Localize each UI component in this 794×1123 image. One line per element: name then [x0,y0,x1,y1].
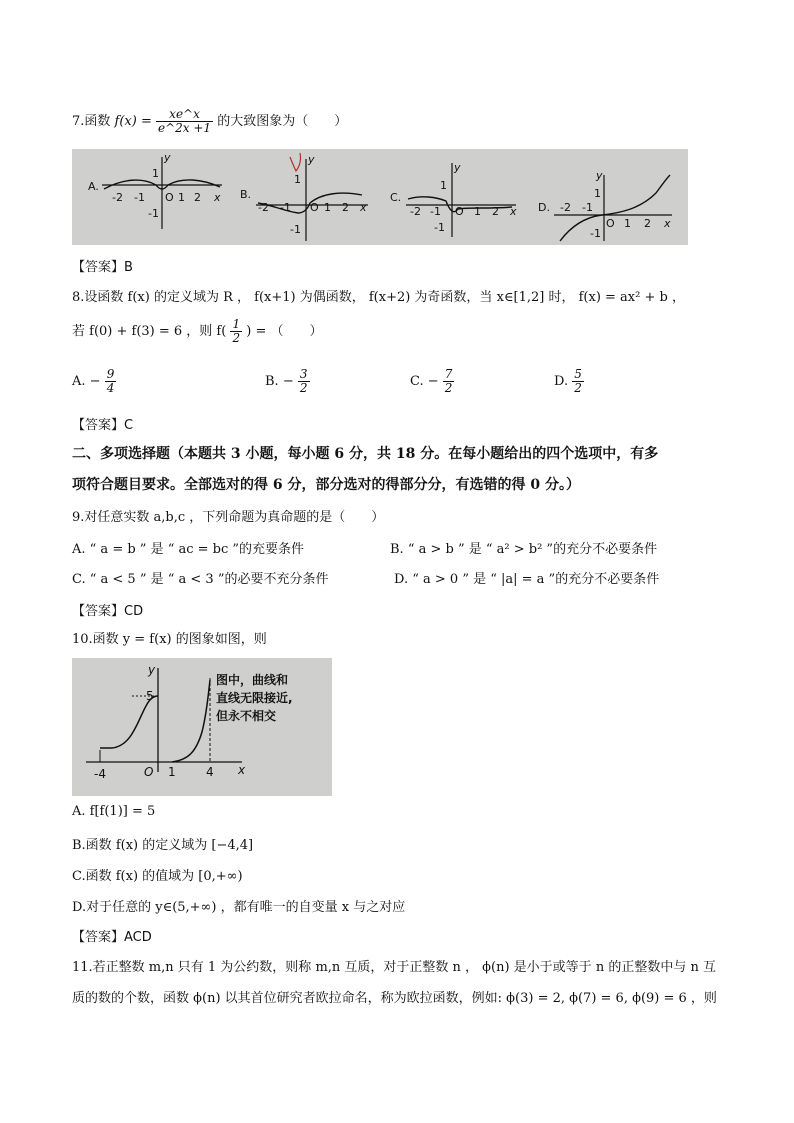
q8-opt-num: 3 [299,367,308,381]
q7-numerator: xe^x [156,108,213,122]
q10-note-line: 图中，曲线和 [216,673,289,687]
q7-d-tick: O [606,217,615,230]
q7-a-y1: 1 [152,167,159,180]
section2-heading-line2: 项符合题目要求。全部选对的得 6 分，部分选对的得部分分，有选错的得 0 分。） [72,477,580,493]
q7-b-x-label: x [360,201,367,214]
q7-opt-c-letter: C. [390,191,402,204]
q10-note-line: 直线无限接近, [216,691,293,705]
q7-c-tick: -2 [410,205,421,218]
q7-d-curve [560,175,670,241]
q8-option-c [410,368,454,395]
q7-a-y-label: y [164,151,171,164]
q10-stem: 10.函数 y = f(x) 的图象如图，则 [72,632,267,647]
q7-b-tick: O [310,201,319,214]
q11-line1: 11.若正整数 m,n 只有 1 为公约数，则称 m,n 互质，对于正整数 n ， ϕ(n) 是小于或等于 n 的正整数中与 n 互 [72,960,716,975]
q7-opt-d-letter: D. [538,201,550,214]
q8-option-d [554,368,584,395]
q10-four-label: 4 [206,765,214,779]
q7-a-tick: O [165,191,174,204]
q8-opt-den: 2 [299,381,308,396]
q8-option-fraction [443,368,455,395]
q8-opt-den: 4 [106,381,115,396]
q7-b-tick: 2 [342,201,349,214]
q7-b-handwritten-mark [290,153,301,171]
q7-prefix: 7.函数 [72,114,111,130]
q10-note-line: 但永不相交 [216,709,277,723]
q7-graphs-svg [72,149,688,245]
q10-graph-figure [72,658,332,796]
q8-opt-num: 5 [574,367,582,381]
q7-b-tick: -1 [280,201,291,214]
q8-option-label: B. − [265,374,294,390]
q7-a-tick: 2 [194,191,201,204]
q7-denominator: e^2x +1 [158,121,212,136]
q7-b-tick: 1 [324,201,331,214]
q8-option-fraction [572,368,584,395]
q8-opt-den: 2 [574,381,582,396]
q7-c-x-label: x [510,205,517,218]
q7-c-tick: O [455,205,464,218]
q8-line1: 8.设函数 f(x) 的定义域为 R ， f(x+1) 为偶函数， f(x+2) 为奇函数，当 x∈[1,2] 时， f(x) = ax² + b ， [72,290,685,305]
q10-y-label: y [148,663,156,677]
q7-a-tick: 1 [178,191,185,204]
q9-option-c: C. “ a < 5 ” 是 “ a < 3 ”的必要不充分条件 [72,572,329,587]
q7-suffix: 的大致图象为（ ） [217,114,348,130]
q8-opt-num: 9 [106,367,115,381]
q8-answer: 【答案】C [72,418,134,433]
q7-opt-b-letter: B. [240,188,252,201]
q7-a-tick: -2 [112,191,123,204]
q7-d-tick: -2 [560,201,571,214]
q10-m4-label: -4 [94,767,106,781]
q7-answer: 【答案】B [72,260,133,275]
q11-line2: 质的数的个数，函数 ϕ(n) 以其首位研究者欧拉命名，称为欧拉函数，例如: ϕ(3) = 2, ϕ(7) = 6, ϕ(9) = 6 ，则 [72,991,717,1006]
q7-c-y-label: y [454,161,461,174]
q10-option-a: A. f[f(1)] = 5 [72,804,156,819]
q7-d-x-label: x [664,217,671,230]
q7-d-tick: 2 [644,217,651,230]
q7-d-tick: -1 [582,201,593,214]
q7-b-ym1: -1 [290,223,301,236]
q10-option-b: B.函数 f(x) 的定义域为 [−4,4] [72,838,254,853]
q7-c-tick: 2 [492,205,499,218]
q10-answer: 【答案】ACD [72,930,152,945]
q8-half-fraction [230,318,242,345]
q8-option-fraction [105,368,117,395]
q8-line2-b: ) = （ ） [246,324,323,340]
q7-func-lhs: f(x) = [114,114,152,130]
q7-a-tick: -1 [134,191,145,204]
q7-c-ym1: -1 [434,221,445,234]
q7-a-ym1: -1 [148,207,159,220]
q8-half-num: 1 [232,317,241,331]
q10-option-d: D.对于任意的 y∈(5,+∞) ，都有唯一的自变量 x 与之对应 [72,900,406,915]
q7-b-y1: 1 [294,173,301,186]
q9-answer: 【答案】CD [72,604,144,619]
q8-option-label: D. [554,374,569,390]
q7-opt-a-letter: A. [88,180,99,193]
q7-c-y1: 1 [440,179,447,192]
q7-a-x-label: x [214,191,221,204]
section2-heading-line1: 二、多项选择题（本题共 3 小题，每小题 6 分，共 18 分。在每小题给出的四个选项中，有多 [72,446,659,462]
q7-b-tick: -2 [258,201,269,214]
q10-x-label: x [238,763,246,777]
q7-d-y-label: y [596,169,603,182]
q10-origin-label: O [144,765,154,779]
q8-option-label: A. − [72,374,101,390]
q10-one-label: 1 [168,765,176,779]
q7-d-y1: 1 [594,187,601,200]
q8-option-b [265,368,310,395]
q9-option-a: A. “ a = b ” 是 “ ac = bc ”的充要条件 [72,542,305,557]
q7-d-tick: 1 [624,217,631,230]
q8-line2 [72,318,322,345]
q8-opt-den: 2 [444,381,453,396]
q8-option-label: C. − [410,374,439,390]
q9-option-d: D. “ a > 0 ” 是 “ |a| = a ”的充分不必要条件 [394,572,660,587]
q10-graph-svg [72,658,332,796]
q7-graphs-figure [72,149,688,245]
q8-option-fraction [298,368,310,395]
q8-opt-num: 7 [444,367,453,381]
q9-option-b: B. “ a > b ” 是 “ a² > b² ”的充分不必要条件 [390,542,658,557]
q9-stem: 9.对任意实数 a,b,c ，下列命题为真命题的是（ ） [72,510,385,525]
q7-fraction [156,108,213,135]
q7-c-tick: 1 [474,205,481,218]
q10-five-label: 5 [146,689,154,703]
q8-option-a [72,368,116,395]
q7-b-y-label: y [308,153,315,166]
q7-c-tick: -1 [430,205,441,218]
q7-stem [72,108,347,135]
q10-option-c: C.函数 f(x) 的值域为 [0,+∞) [72,869,243,884]
q10-right-curve [172,680,210,762]
q10-left-curve [100,696,158,748]
q8-line2-a: 若 f(0) + f(3) = 6 ，则 f( [72,324,227,340]
q8-half-den: 2 [232,331,241,346]
q7-d-ym1: -1 [590,227,601,240]
